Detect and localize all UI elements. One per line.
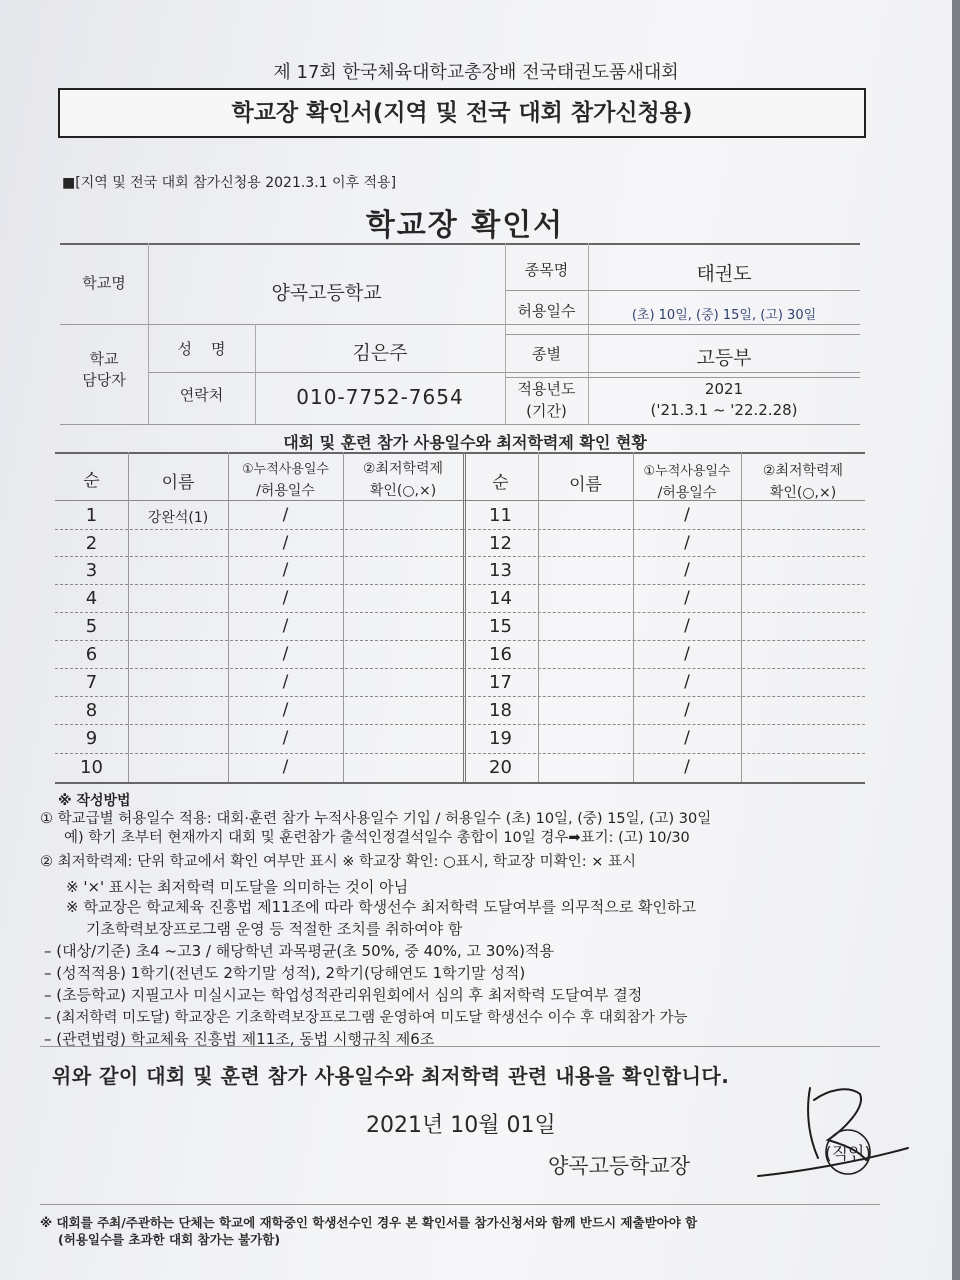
applicability-note: ■[지역 및 전국 대회 참가신청용 2021.3.1 이후 적용]: [62, 175, 397, 191]
rule: [128, 452, 129, 782]
row-days-slash: /: [684, 616, 690, 636]
note-2a: ※ '×' 표시는 최저학력 미도달을 의미하는 것이 아님: [66, 878, 409, 896]
row-days-slash: /: [282, 672, 289, 692]
header-check-2: 확인(○,×): [769, 485, 837, 501]
year-value-1: 2021: [704, 380, 744, 398]
year-value-2: ('21.3.1 ~ '22.2.28): [650, 401, 798, 419]
division-label: 종별: [532, 345, 561, 363]
row-number: 7: [85, 672, 98, 693]
rule: [60, 324, 148, 325]
detail-3: – (초등학교) 지필고사 미실시교는 학업성적관리위원회에서 심의 후 최저학력 도달여부 결정: [44, 986, 643, 1004]
box-title: 학교장 확인서(지역 및 전국 대회 참가신청용): [231, 100, 693, 126]
row-number: 15: [489, 616, 512, 637]
footer-note-1: ※ 대회를 주최/주관하는 단체는 학교에 재학중인 학생선수인 경우 본 확인서를 참가신청서와 함께 반드시 제출받아야 함: [40, 1215, 698, 1230]
seal-text: (직인): [824, 1144, 872, 1164]
row-divider: [55, 696, 463, 697]
row-days-slash: /: [282, 616, 289, 636]
row-number: 16: [489, 644, 512, 665]
detail-2: – (성적적용) 1학기(전년도 2학기말 성적), 2학기(당해연도 1학기말 성적): [44, 964, 526, 982]
row-number: 1: [85, 505, 98, 526]
rule: [505, 290, 860, 291]
row-days-slash: /: [282, 533, 289, 553]
header-no: 순: [83, 471, 100, 491]
row-number: 6: [85, 644, 98, 665]
confirmation-statement: 위와 같이 대회 및 훈련 참가 사용일수와 최저학력 관련 내용을 확인합니다.: [52, 1064, 730, 1088]
row-days-slash: /: [684, 533, 690, 553]
row-days-slash: /: [282, 505, 289, 525]
row-number: 11: [489, 505, 512, 526]
row-divider: [55, 668, 463, 669]
row-divider: [463, 612, 865, 613]
name-value: 김은주: [352, 342, 408, 364]
row-number: 13: [489, 560, 512, 581]
row-days-slash: /: [282, 644, 289, 664]
row-divider: [55, 753, 463, 754]
row-days-slash: /: [282, 700, 289, 720]
row-number: 17: [489, 672, 512, 693]
row-number: 12: [489, 533, 512, 554]
row-divider: [55, 529, 463, 530]
divider: [40, 1204, 880, 1205]
row-days-slash: /: [684, 505, 690, 525]
staff-label-2: 담당자: [82, 371, 126, 389]
header-no: 순: [492, 473, 509, 493]
row-number: 3: [85, 560, 98, 581]
detail-1: – (대상/기준) 초4 ~고3 / 해당학년 과목평균(초 50%, 중 40%, 고 30%)적용: [44, 942, 554, 960]
row-number: 5: [85, 616, 98, 637]
row-days-slash: /: [684, 672, 690, 692]
school-label: 학교명: [82, 274, 126, 292]
row-divider: [463, 668, 865, 669]
note-2b-cont: 기초학력보장프로그램 운영 등 적절한 조치를 취하여야 함: [86, 920, 463, 938]
year-label-2: (기간): [526, 402, 567, 420]
row-days-slash: /: [282, 757, 289, 777]
row-days-slash: /: [684, 588, 690, 608]
row-divider: [463, 529, 865, 530]
row-divider: [463, 640, 865, 641]
row-days-slash: /: [282, 560, 289, 580]
header-days-2: /허용일수: [657, 485, 717, 501]
header-days: ①누적사용일수: [643, 464, 731, 479]
header-days-2: /허용일수: [256, 483, 315, 499]
detail-5: – (관련법령) 학교체육 진흥법 제11조, 동법 시행규칙 제6조: [44, 1030, 435, 1048]
competition-title: 제 17회 한국체육대학교총장배 전국태권도품새대회: [273, 62, 679, 83]
row-days-slash: /: [684, 757, 690, 777]
row-divider: [463, 753, 865, 754]
row-number: 20: [489, 757, 512, 778]
row-divider: [463, 696, 865, 697]
note-2: ② 최저학력제: 단위 학교에서 확인 여부만 표시 ※ 학교장 확인: ○표시, 학교장 미확인: × 표시: [40, 854, 636, 870]
staff-label-1: 학교: [89, 350, 119, 368]
detail-4: – (최저학력 미도달) 학교장은 기초학력보장프로그램 운영하여 미도달 학생선수 이수 후 대회참가 가능: [44, 1010, 688, 1026]
row-divider: [55, 724, 463, 725]
header-check-2: 확인(○,×): [369, 483, 437, 499]
row-number: 18: [489, 700, 512, 721]
row-number: 2: [85, 533, 98, 554]
row-days-slash: /: [684, 560, 690, 580]
table-title: 대회 및 훈련 참가 사용일수와 최저학력제 확인 현황: [283, 433, 647, 452]
rule: [538, 452, 539, 782]
document-title: 학교장 확인서: [365, 208, 565, 243]
header-name: 이름: [161, 473, 195, 493]
row-divider: [463, 584, 865, 585]
row-days-slash: /: [282, 728, 289, 748]
row-divider: [55, 640, 463, 641]
confirmation-date: 2021년 10월 01일: [366, 1113, 556, 1138]
row-number: 8: [85, 700, 98, 721]
row-days-slash: /: [282, 588, 289, 608]
notes-heading: ※ 작성방법: [58, 793, 131, 809]
rule: [55, 782, 865, 784]
header-days: ①누적사용일수: [241, 462, 329, 477]
contact-label: 연락처: [179, 386, 224, 404]
event-value: 태권도: [696, 263, 752, 285]
rule: [55, 452, 865, 454]
row-number: 14: [489, 588, 512, 609]
row-number: 9: [85, 728, 98, 749]
row-number: 19: [489, 728, 512, 749]
row-name: 강완석(1): [147, 510, 209, 526]
row-divider: [55, 584, 463, 585]
year-label-1: 적용년도: [517, 380, 576, 398]
note-1: ① 학교급별 허용일수 적용: 대회·훈련 참가 누적사용일수 기입 / 허용일수 (초) 10일, (중) 15일, (고) 30일: [40, 811, 712, 827]
header-check: ②최저학력제: [762, 463, 844, 479]
note-2b: ※ 학교장은 학교체육 진흥법 제11조에 따라 학생선수 최저학력 도달여부를 의무적으로 확인하고: [66, 898, 696, 916]
row-days-slash: /: [684, 700, 690, 720]
rule: [60, 243, 860, 245]
row-divider: [55, 556, 463, 557]
school-value: 양곡고등학교: [271, 282, 382, 304]
division-value: 고등부: [696, 347, 752, 369]
rule: [505, 334, 860, 335]
name-label: 성 명: [177, 340, 226, 358]
days-label: 허용일수: [517, 302, 576, 320]
row-divider: [55, 612, 463, 613]
rule: [60, 424, 860, 425]
row-days-slash: /: [684, 644, 690, 664]
contact-value: 010-7752-7654: [296, 385, 464, 409]
rule: [343, 452, 344, 782]
note-1-example: 예) 학기 초부터 현재까지 대회 및 훈련참가 출석인정결석일수 총합이 10일 경우➡표기: (고) 10/30: [64, 830, 690, 846]
event-label: 종목명: [524, 261, 569, 279]
signer-name: 양곡고등학교장: [548, 1154, 691, 1178]
title-box: [58, 88, 866, 138]
divider: [40, 1046, 880, 1047]
footer-note-2: (허용일수를 초과한 대회 참가는 불가함): [58, 1232, 281, 1247]
header-name: 이름: [569, 475, 602, 495]
row-number: 4: [85, 588, 98, 609]
row-divider: [463, 556, 865, 557]
header-check: ②최저학력제: [362, 461, 444, 477]
principal-signature: [748, 1080, 918, 1190]
row-days-slash: /: [684, 728, 690, 748]
days-value: (초) 10일, (중) 15일, (고) 30일: [631, 308, 817, 323]
row-number: 10: [80, 757, 103, 778]
row-divider: [463, 724, 865, 725]
